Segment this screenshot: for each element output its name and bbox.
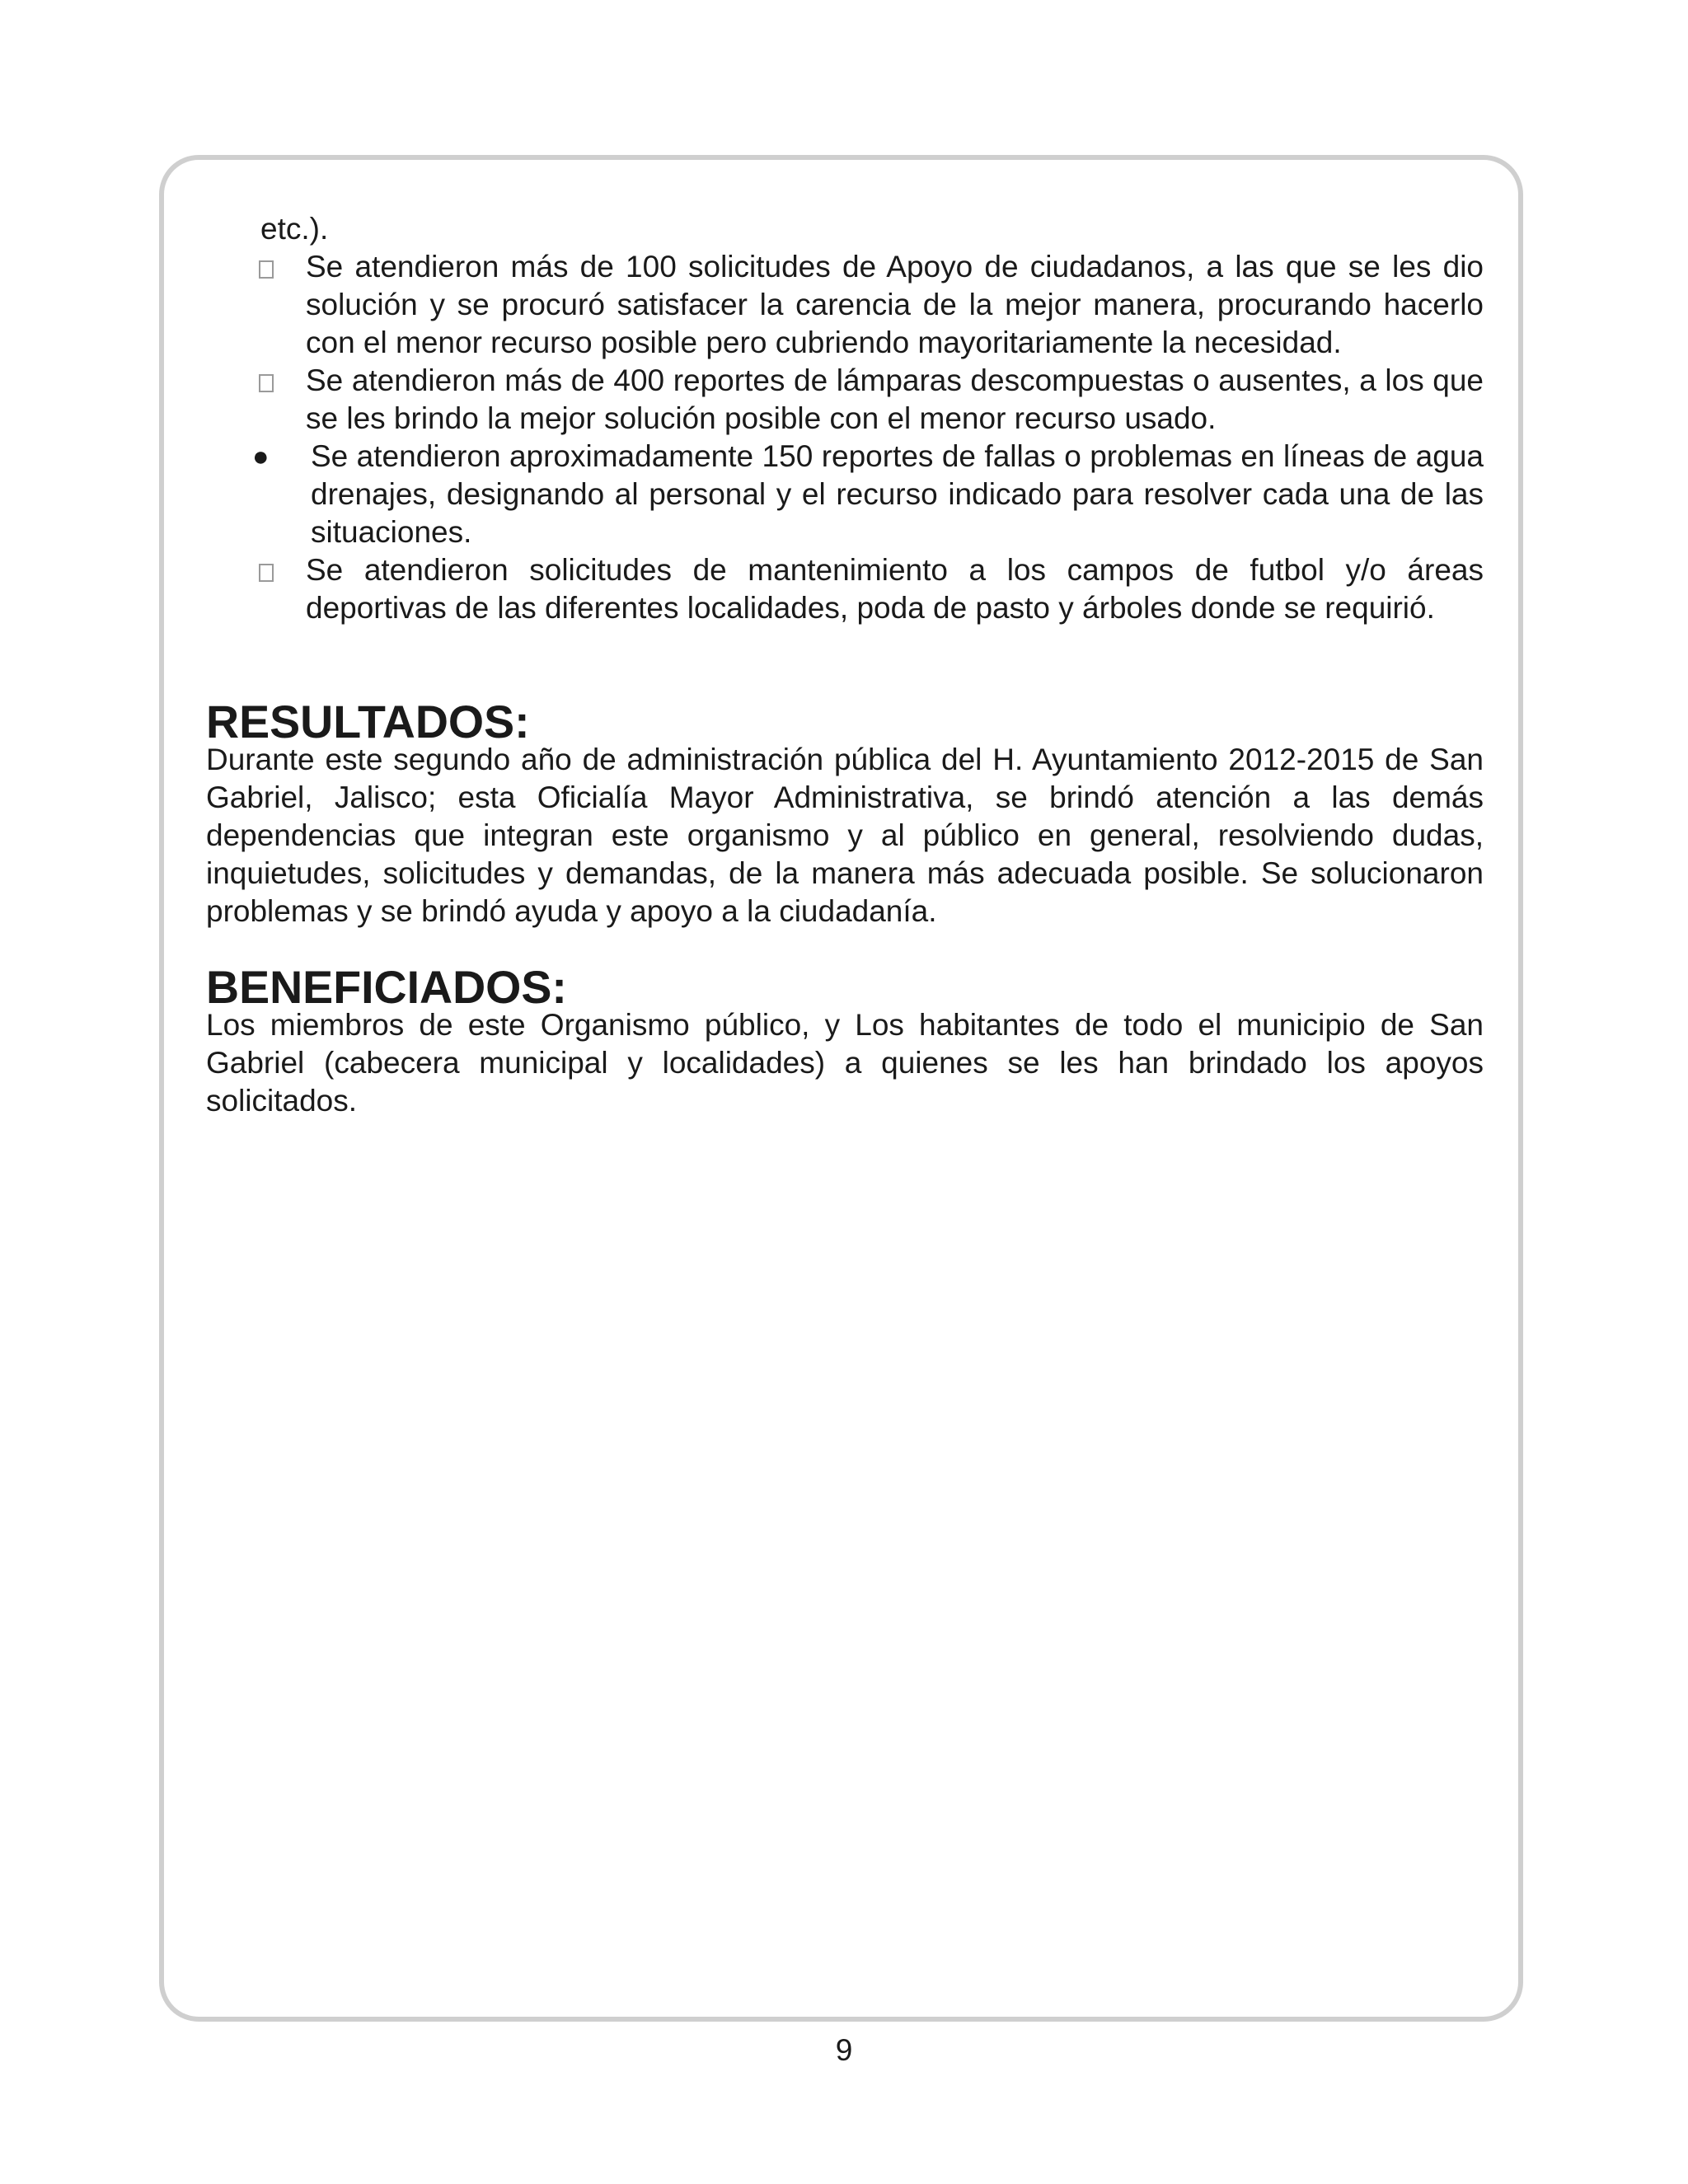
list-item-text: Se atendieron solicitudes de mantenimiento a los campos de futbol y/o áreas deportivas de las diferentes localidades, poda de pasto y árboles donde se requirió. (306, 553, 1484, 625)
activities-list (206, 248, 1484, 627)
resultados-body: Durante este segundo año de administración pública del H. Ayuntamiento 2012-2015 de San Gabriel, Jalisco; esta Oficialía Mayor Administrativa, se brindó atención a las demás dependencias que integran este organismo y al público en general, resolviendo dudas, inquietudes, solicitudes y demandas, de la manera más adecuada posible. Se solucionaron problemas y se brindó ayuda y apoyo a la ciudadanía. (206, 743, 1484, 928)
continuation-text: etc.). (260, 212, 329, 246)
list-item-text: Se atendieron aproximadamente 150 reportes de fallas o problemas en líneas de agua drenajes, designando al personal y el recurso indicado para resolver cada una de las situaciones. (311, 439, 1484, 549)
list-item-text: Se atendieron más de 400 reportes de lámparas descompuestas o ausentes, a los que se les brindo la mejor solución posible con el menor recurso usado. (306, 363, 1484, 435)
page-number: 9 (835, 2033, 853, 2067)
list-item (206, 551, 1484, 627)
checkbox-bullet-icon (206, 248, 306, 362)
beneficiados-body: Los miembros de este Organismo público, y Los habitantes de todo el municipio de San Gabriel (cabecera municipal y localidades) a quienes se les han brindado los apoyos solicitados. (206, 1008, 1484, 1118)
dot-bullet-icon: ● (252, 441, 270, 472)
resultados-heading: RESULTADOS: (206, 696, 530, 748)
beneficiados-heading: BENEFICIADOS: (206, 962, 567, 1013)
document-content (206, 210, 1484, 1120)
list-item-text: Se atendieron más de 100 solicitudes de Apoyo de ciudadanos, a las que se les dio solución y se procuró satisfacer la carencia de la mejor manera, procurando hacerlo con el menor recurso posible pero cubriendo mayoritariamente la necesidad. (306, 250, 1484, 359)
list-item (206, 438, 1484, 551)
list-item (206, 248, 1484, 362)
checkbox-bullet-icon (206, 362, 306, 438)
checkbox-bullet-icon (206, 551, 306, 627)
list-item (206, 362, 1484, 438)
